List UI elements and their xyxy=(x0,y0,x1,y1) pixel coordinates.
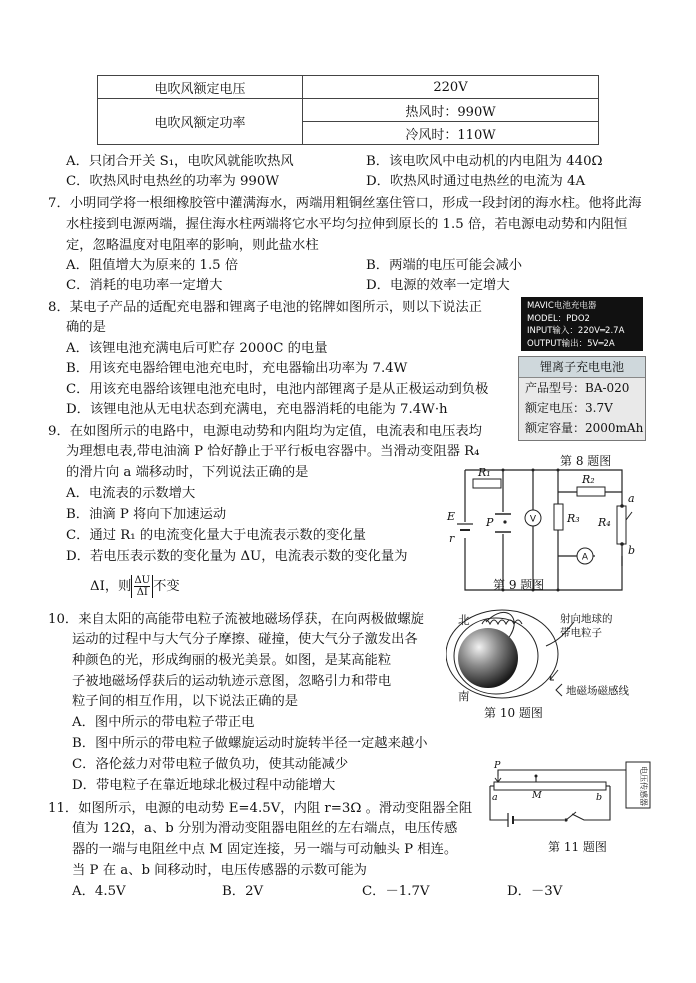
q6-option-d: D．吹热风时通过电热丝的电流为 4A xyxy=(366,174,586,189)
q8-stem-line1: 8．某电子产品的适配充电器和锂离子电池的铭牌如图所示，则以下说法正 xyxy=(48,300,482,315)
sensor-label: 电压传感器 xyxy=(639,766,648,806)
label-b: b xyxy=(628,544,636,557)
q11-figure-caption: 第 11 题图 xyxy=(548,840,607,854)
q11-option-d: D．－3V xyxy=(507,884,563,899)
q11-option-a: A．4.5V xyxy=(72,884,126,899)
q11-stem-line2: 值为 12Ω，a、b 分别为滑动变阻器电阻丝的左右端点，电压传感 xyxy=(72,821,458,836)
frac-denominator: ΔI xyxy=(136,587,148,598)
label-e: E xyxy=(447,510,456,523)
resistor-r2 xyxy=(577,487,605,496)
q7-option-c: C．消耗的电功率一定增大 xyxy=(66,278,223,293)
q9-option-c: C．通过 R₁ 的电流变化量大于电流表示数的变化量 xyxy=(66,528,366,543)
particle-label: 射向地球的 xyxy=(560,613,613,625)
label-r4: R₄ xyxy=(598,516,611,529)
q10-stem-line3: 种颜色的光，形成绚丽的极光美景。如图，是某高能粒 xyxy=(72,653,392,668)
rheostat xyxy=(494,782,606,790)
q9-stem-line1: 9．在如图所示的电路中，电源电动势和内阻均为定值，电流表和电压表均 xyxy=(48,424,482,439)
q7-option-d: D．电源的效率一定增大 xyxy=(366,278,510,293)
q8-figure-caption: 第 8 题图 xyxy=(560,454,612,468)
resistor-r4 xyxy=(617,506,626,544)
q10-option-d: D．带电粒子在靠近地球北极过程中动能增大 xyxy=(72,778,336,793)
q6-option-b: B．该电吹风中电动机的内电阻为 440Ω xyxy=(366,154,603,169)
q10-option-c: C．洛伦兹力对带电粒子做负功，使其动能减少 xyxy=(72,757,349,772)
field-label: 地磁场磁感线 xyxy=(566,685,629,697)
table-cell-label: 电吹风额定功率 xyxy=(98,99,303,145)
resistor-r3 xyxy=(554,504,563,530)
q7-stem-line1: 7．小明同学将一根细橡胶管中灌满海水，两端用粗铜丝塞住管口，形成一段封闭的海水柱。他将此海 xyxy=(48,196,642,211)
arrow-icon xyxy=(556,684,562,696)
plate-line: INPUT输入：220V═2.7A xyxy=(527,326,625,336)
q8-option-a: A．该锂电池充满电后可贮存 2000C 的电量 xyxy=(66,341,328,356)
voltmeter-label: V xyxy=(529,514,537,525)
label-r2: R₂ xyxy=(582,473,595,486)
q8-stem-line2: 确的是 xyxy=(66,320,106,335)
q11-circuit-diagram xyxy=(480,760,654,832)
label-p: P xyxy=(486,516,494,529)
slider-arrow xyxy=(626,512,632,520)
oil-drop xyxy=(503,520,506,523)
q10-aurora-diagram xyxy=(446,608,656,704)
q10-figure-caption: 第 10 题图 xyxy=(484,706,543,720)
plate-line: MAVIC电池充电器 xyxy=(527,301,597,311)
battery-card-row: 额定电压：3.7V xyxy=(525,401,613,415)
q10-stem-line5: 粒子间的相互作用，以下说法正确的是 xyxy=(72,694,299,709)
table-row xyxy=(98,99,599,122)
q10-stem-line1: 10．来自太阳的高能带电粒子流被地磁场俘获，在向两极做螺旋 xyxy=(48,612,424,627)
battery-nameplate xyxy=(518,356,646,441)
q11-option-b: B．2V xyxy=(222,884,264,899)
switch-blade xyxy=(566,812,576,820)
south-label: 南 xyxy=(458,689,470,703)
q8-option-c: C．用该充电器给该锂电池充电时，电池内部锂离子是从正极运动到负极 xyxy=(66,382,489,397)
particle-label: 带电粒子 xyxy=(560,627,602,639)
q11-stem-line3: 器的一端与电阻丝中点 M 固定连接，另一端与可动触头 P 相连。 xyxy=(72,842,458,857)
frac-numerator: ΔU xyxy=(134,575,151,586)
label-r: r xyxy=(449,532,455,545)
label-b: b xyxy=(596,792,603,803)
battery-card-row: 额定容量：2000mAh xyxy=(525,421,644,435)
label-p: P xyxy=(494,760,501,771)
plate-line: OUTPUT输出：5V═2A xyxy=(527,338,615,349)
label-r1: R₁ xyxy=(478,466,491,479)
q10-stem-line4: 子被地磁场俘获后的运动轨迹示意图，忽略引力和带电 xyxy=(72,674,392,689)
plate-line: MODEL：PDO2 xyxy=(527,313,590,324)
q7-stem-line2: 水柱接到电源两端，握住海水柱两端将它水平均匀拉伸到原长的 1.5 倍，若电源电动势和内阻恒 xyxy=(66,217,628,232)
q6-option-a: A．只闭合开关 S₁，电吹风就能吹热风 xyxy=(66,154,294,169)
q9-option-b: B．油滴 P 将向下加速运动 xyxy=(66,507,227,522)
q8-option-d: D．该锂电池从无电状态到充满电，充电器消耗的电能为 7.4W·h xyxy=(66,402,448,417)
earth xyxy=(458,628,518,688)
q7-option-a: A．阻值增大为原来的 1.5 倍 xyxy=(66,258,239,273)
table-cell-label: 电吹风额定电压 xyxy=(98,76,303,99)
q8-option-b: B．用该充电器给锂电池充电时，充电器输出功率为 7.4W xyxy=(66,361,408,376)
q9-option-d-cont xyxy=(90,574,180,600)
north-label: 北 xyxy=(458,613,470,627)
q11-stem-line4: 当 P 在 a、b 间移动时，电压传感器的示数可能为 xyxy=(72,863,367,878)
label-a: a xyxy=(628,492,635,505)
q11-stem-line1: 11．如图所示，电源的电动势 E=4.5V，内阻 r=3Ω 。滑动变阻器全阻 xyxy=(48,801,473,816)
table-cell-value: 热风时：990W xyxy=(303,99,599,122)
q9-figure-caption: 第 9 题图 xyxy=(493,578,545,592)
resistor-r1 xyxy=(473,479,501,488)
q9-circuit-diagram xyxy=(440,462,640,594)
table-cell-value: 冷风时：110W xyxy=(303,122,599,145)
q9-d-text2: 不变 xyxy=(153,579,180,594)
q7-stem-line3: 定，忽略温度对电阻率的影响，则此盐水柱 xyxy=(66,238,319,253)
label-m: M xyxy=(532,790,542,801)
q9-d-text: ΔI，则 xyxy=(90,579,132,594)
charger-nameplate xyxy=(521,297,643,351)
q10-option-b: B．图中所示的带电粒子做螺旋运动时旋转半径一定越来越小 xyxy=(72,736,428,751)
ammeter-label: A xyxy=(581,552,589,563)
q9-option-d: D．若电压表示数的变化量为 ΔU，电流表示数的变化量为 xyxy=(66,549,408,564)
q10-stem-line2: 运动的过程中与大气分子摩擦、碰撞，使大气分子激发出各 xyxy=(72,632,418,647)
spec-table xyxy=(97,75,599,145)
q9-stem-line3: 的滑片向 a 端移动时，下列说法正确的是 xyxy=(66,465,309,480)
q10-option-a: A．图中所示的带电粒子带正电 xyxy=(72,715,255,730)
q6-option-c: C．吹热风时电热丝的功率为 990W xyxy=(66,174,280,189)
table-row xyxy=(98,76,599,99)
label-r3: R₃ xyxy=(567,512,580,525)
q11-option-c: C．－1.7V xyxy=(362,884,430,899)
label-a: a xyxy=(492,792,498,803)
table-cell-value: 220V xyxy=(303,76,599,99)
q7-option-b: B．两端的电压可能会减小 xyxy=(366,258,523,273)
q9-stem-line2: 为理想电表,带电油滴 P 恰好静止于平行板电容器中。当滑动变阻器 R₄ xyxy=(66,444,480,459)
battery-card-row: 产品型号：BA-020 xyxy=(525,381,630,395)
q9-option-a: A．电流表的示数增大 xyxy=(66,486,196,501)
q9-fraction xyxy=(131,575,153,598)
battery-card-title: 锂离子充电电池 xyxy=(519,357,645,378)
